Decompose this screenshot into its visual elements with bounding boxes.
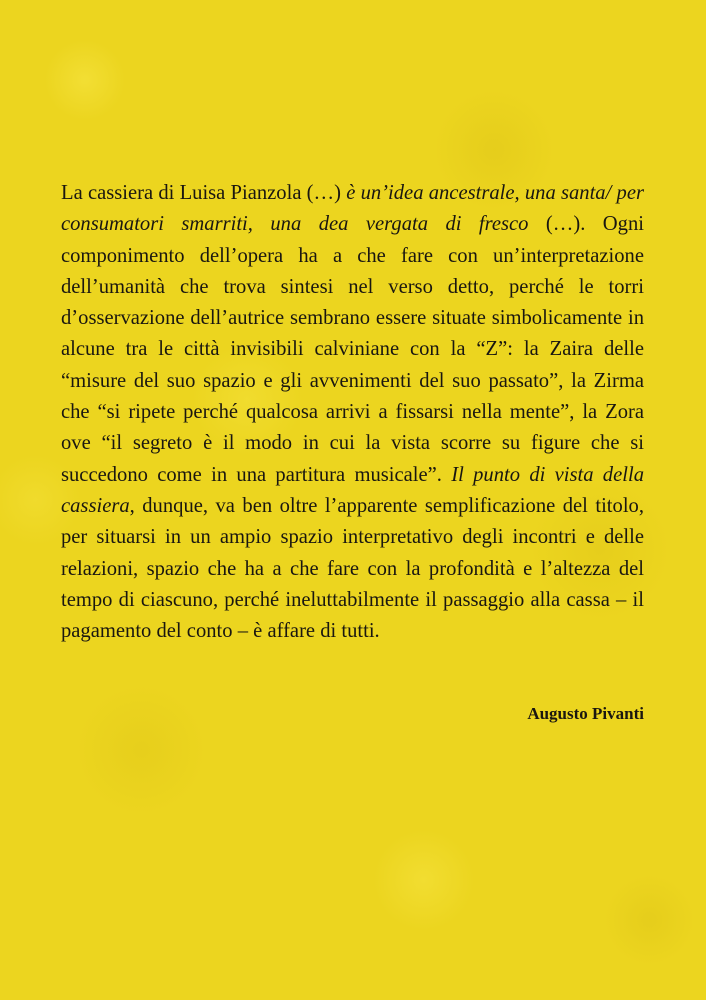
blurb-body-text: (…). Ogni componimento dell’opera ha a che fare con un’interpretazione dell’umanità che trova sintesi nel verso detto, perché le torri d’osservazione dell’autrice sembrano essere situate simbolicamente in alcune tra le città invisibili calviniane con la “Z”: la Zaira delle “misure del suo spazio e gli avvenimenti del suo passato”, la Zirma che “si ripete perché qualcosa arrivi a fissarsi nella mente”, la Zora ove “il segreto è il modo in cui la vista scorre su figure che si succedono come in una partitura musicale”.	[61, 213, 644, 486]
blurb-intro-text: La cassiera di Luisa Pianzola (…)	[61, 182, 347, 204]
blurb-book-title-italic: Il punto di vista della cassiera	[61, 463, 644, 517]
blurb-paragraph	[61, 178, 644, 647]
author-signature: Augusto Pivanti	[527, 704, 644, 723]
blurb-quote-italic: è un’idea ancestrale, una santa/ per consumatori smarriti, una dea vergata di fresco	[61, 182, 644, 236]
blurb-closing-text: , dunque, va ben oltre l’apparente semplificazione del titolo, per situarsi in un ampio spazio interpretativo degli incontri e delle relazioni, spazio che ha a che fare con la profondità e l’altezza del tempo di ciascuno, perché ineluttabilmente il passaggio alla cassa – il pagamento del conto – è affare di tutti.	[61, 494, 644, 643]
